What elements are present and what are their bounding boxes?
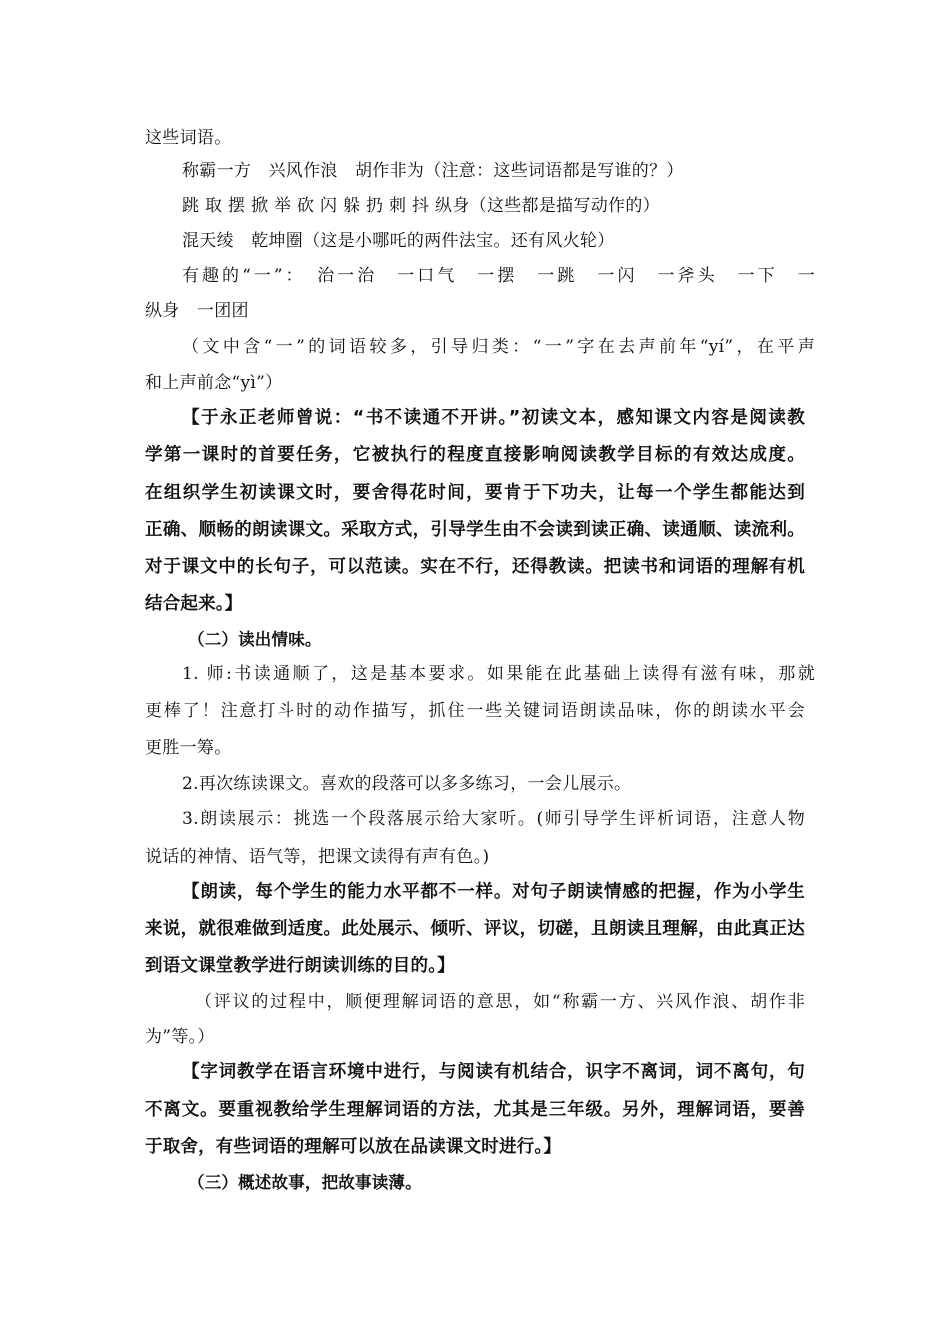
text-line: 混天绫 乾坤圈（这是小哪吒的两件法宝。还有风火轮） [182,231,615,251]
text-line: 更棒了！注意打斗时的动作描写，抓住一些关键词语朗读品味，你的朗读水平会 [145,701,805,721]
text-line: 称霸一方 兴风作浪 胡作非为（注意：这些词语都是写谁的？） [182,161,684,181]
text-line-bold: 于取舍，有些词语的理解可以放在品读课文时进行。】 [145,1137,562,1157]
text-line: 说话的神情、语气等，把课文读得有声有色。) [145,847,490,867]
text-line: 1. 师:书读通顺了，这是基本要求。如果能在此基础上读得有滋有味，那就 [182,664,815,684]
text-line-bold: 正确、顺畅的朗读课文。采取方式，引导学生由不会读到读正确、读通顺、读流利。 [145,520,805,540]
text-line-bold: 学第一课时的首要任务，它被执行的程度直接影响阅读教学目标的有效达成度。 [145,445,805,465]
text-line-bold: 不离文。要重视教给学生理解词语的方法，尤其是三年级。另外，理解词语，要善 [145,1100,805,1120]
text-line-bold: 【于永正老师曾说：“书不读通不开讲。”初读文本，感知课文内容是阅读教 [182,408,805,428]
text-line-bold: 来说，就很难做到适度。此处展示、倾听、评议，切磋，且朗读且理解，由此真正达 [145,919,805,939]
text-line-bold: 到语文课堂教学进行朗读训练的目的。】 [145,956,455,976]
text-line-bold: 对于课文中的长句子，可以范读。实在不行，还得教读。把读书和词语的理解有机 [145,557,805,577]
text-line: 跳 取 摆 掀 举 砍 闪 躲 扔 刺 抖 纵身（这些都是描写动作的） [182,196,660,216]
text-line: 更胜一筹。 [145,738,232,758]
text-line: （评议的过程中，顺便理解词语的意思，如“称霸一方、兴风作浪、胡作非 [195,992,805,1012]
text-line: 为”等。） [145,1027,215,1047]
text-line: 这些词语。 [145,128,232,148]
text-line: 2.再次练读课文。喜欢的段落可以多多练习，一会儿展示。 [182,774,632,794]
section-heading: （二）读出情味。 [188,630,322,649]
section-heading: （三）概述故事，把故事读薄。 [188,1173,422,1192]
text-line-bold: 在组织学生初读课文时，要舍得花时间，要肯于下功夫，让每一个学生都能达到 [145,483,805,503]
text-line: 和上声前念“yì”） [145,373,283,393]
text-line-bold: 【朗读，每个学生的能力水平都不一样。对句子朗读情感的把握，作为小学生 [182,882,805,902]
text-line: 有趣的“一”： 治一治 一口气 一摆 一跳 一闪 一斧头 一下 一 [182,266,815,286]
text-line-bold: 【字词教学在语言环境中进行，与阅读有机结合，识字不离词，词不离句，句 [182,1062,805,1082]
text-line: 纵身 一团团 [145,301,249,321]
text-line-bold: 结合起来。】 [145,594,243,614]
text-line: （文中含“一”的词语较多，引导归类：“一”字在去声前年“yí”，在平声 [182,337,815,357]
text-line: 3.朗读展示：挑选一个段落展示给大家听。(师引导学生评析词语，注意人物 [182,809,805,829]
